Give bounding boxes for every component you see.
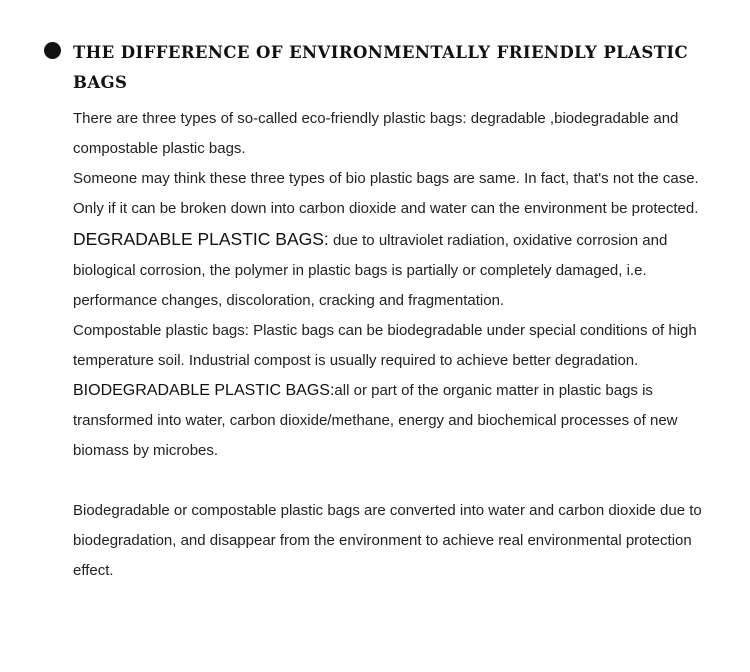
article-body <box>73 104 713 586</box>
degradable-label: DEGRADABLE PLASTIC BAGS: <box>73 229 329 249</box>
intro-paragraph: There are three types of so-called eco-friendly plastic bags: degradable ,biodegradable and compostable plastic bags. <box>73 110 679 157</box>
compostable-paragraph: Compostable plastic bags: Plastic bags can be biodegradable under special conditions of high temperature soil. Industrial compost is usually required to achieve better degradation. <box>73 322 697 369</box>
bullet-circle-icon <box>44 42 61 59</box>
biodegradable-label: BIODEGRADABLE PLASTIC BAGS: <box>73 382 335 399</box>
paragraph-spacer <box>73 466 713 496</box>
biodegradable-paragraph <box>73 376 713 466</box>
conclusion-paragraph: Biodegradable or compostable plastic bags are converted into water and carbon dioxide due to biodegradation, and disappear from the environment to achieve real environmental protection effect. <box>73 502 702 579</box>
degradable-text: due to ultraviolet radiation, oxidative corrosion and biological corrosion, the polymer in plastic bags is partially or completely damaged, i.e. performance changes, discoloration, cracking and fragmentation. <box>73 232 668 309</box>
page-title: THE DIFFERENCE OF ENVIRONMENTALLY FRIENDLY PLASTIC BAGS <box>73 43 689 92</box>
biodegradable-text: all or part of the organic matter in plastic bags is transformed into water, carbon dioxide/methane, energy and biochemical processes of new biomass by microbes. <box>73 382 678 459</box>
clarification-paragraph: Someone may think these three types of bio plastic bags are same. In fact, that's not the case. Only if it can be broken down into carbon dioxide and water can the environment be protected. <box>73 170 699 217</box>
section-heading <box>44 38 704 98</box>
degradable-paragraph <box>73 224 713 316</box>
